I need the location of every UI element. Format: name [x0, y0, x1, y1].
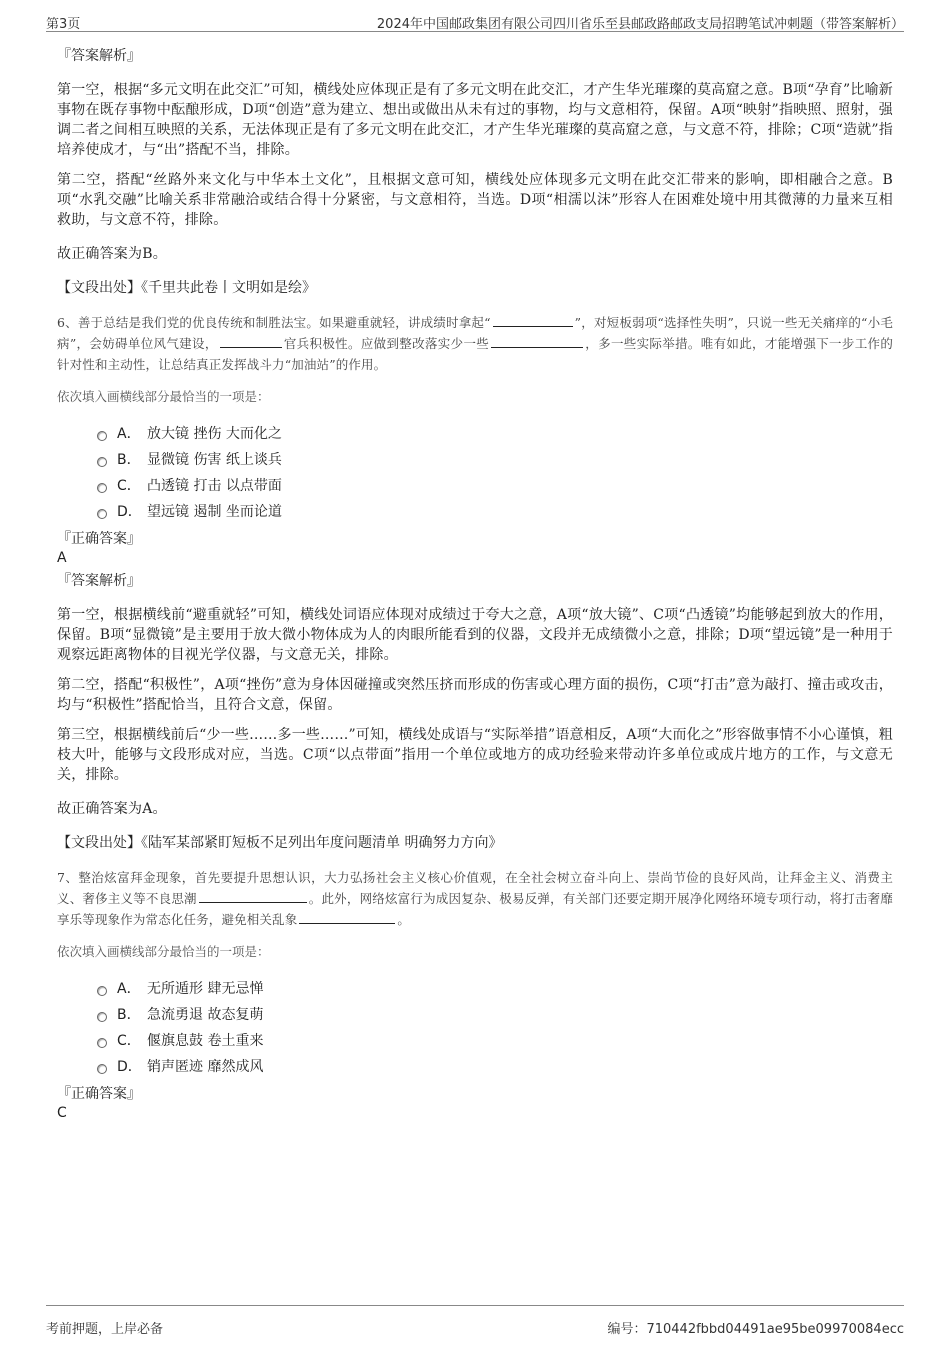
conclusion: 故正确答案为A。 — [57, 801, 167, 817]
option-letter: B． — [117, 1007, 141, 1023]
source-text: 《千里共此卷丨文明如是绘》 — [141, 280, 316, 296]
page-footer — [0, 1305, 950, 1345]
correct-answer: C — [57, 1105, 67, 1121]
analysis-label: 『答案解析』 — [57, 48, 141, 64]
option-text: 显微镜 伤害 纸上谈兵 — [147, 452, 282, 468]
footer-divider — [46, 1305, 904, 1306]
option-letter: D． — [117, 504, 142, 520]
option-text: 偃旗息鼓 卷土重来 — [147, 1033, 264, 1049]
fill-blank — [493, 314, 573, 327]
source-text: 《陆军某部紧盯短板不足列出年度问题清单 明确努力方向》 — [141, 835, 503, 851]
question-text-part: 7、整治炫富拜金现象，首先要提升思想认识，大力弘扬社会主义核心价值观，在全社会树立奋斗向上、崇尚节俭的良好风尚，让拜金主义、消费主义、奢侈主义等不良思潮 — [57, 870, 893, 906]
main-content — [57, 46, 893, 1122]
radio-icon[interactable] — [97, 986, 107, 996]
options-list — [57, 976, 893, 1080]
option-letter: A． — [117, 981, 141, 997]
conclusion: 故正确答案为B。 — [57, 246, 167, 262]
fill-blank — [199, 890, 307, 903]
footer-slogan: 考前押题，上岸必备 — [46, 1322, 164, 1337]
option-b[interactable] — [97, 1002, 893, 1028]
question-6-text — [57, 312, 893, 375]
option-d[interactable] — [97, 1054, 893, 1080]
option-text: 放大镜 挫伤 大而化之 — [147, 426, 282, 442]
analysis-paragraph: 第一空，根据横线前“避重就轻”可知，横线处词语应体现对成绩过于夸大之意，A项“放大镜”、C项“凸透镜”均能够起到放大的作用，保留。B项“显微镜”是主要用于放大微小物体成为人的肉眼所能看到的仪器，文段并无成绩微小之意，排除；D项“望远镜”是一种用于观察远距离物体的目视光学仪器，与文意无关，排除。 — [57, 607, 893, 663]
radio-icon[interactable] — [97, 1064, 107, 1074]
option-text: 销声匿迹 靡然成风 — [147, 1059, 264, 1075]
option-a[interactable] — [97, 976, 893, 1002]
question-text-part: 。 — [397, 912, 411, 927]
option-letter: B． — [117, 452, 141, 468]
page-number: 第3页 — [46, 17, 81, 32]
source-line — [57, 833, 893, 853]
fill-blank — [299, 911, 395, 924]
question-text-part: 。此外，网络炫富行为成因复杂、极易反弹，有关部门还要定期开展净化网络环境专项行动，将打击奢靡享乐等现象作为常态化任务，避免相关乱象 — [57, 891, 893, 927]
option-letter: A． — [117, 426, 141, 442]
options-list — [57, 421, 893, 525]
question-instruction: 依次填入画横线部分最恰当的一项是： — [57, 944, 270, 959]
fill-blank — [220, 335, 282, 348]
question-text-part: 6、善于总结是我们党的优良传统和制胜法宝。如果避重就轻，讲成绩时拿起“ — [57, 315, 491, 330]
radio-icon[interactable] — [97, 1012, 107, 1022]
source-line — [57, 278, 893, 298]
question-text-part: ”，对短板弱项“选择性失明”，只说一些无关痛痒的“小毛病”，会妨碍单位风气建设， — [57, 315, 893, 351]
option-text: 急流勇退 故态复萌 — [147, 1007, 264, 1023]
header-divider — [46, 31, 904, 32]
option-d[interactable] — [97, 499, 893, 525]
option-text: 无所遁形 肆无忌惮 — [147, 981, 264, 997]
question-7-text — [57, 867, 893, 930]
page-header — [0, 0, 950, 32]
option-text: 凸透镜 打击 以点带面 — [147, 478, 282, 494]
analysis-paragraph: 第二空，搭配“丝路外来文化与中华本土文化”，且根据文意可知，横线处应体现多元文明在此交汇带来的影响，即相融合之意。B项“水乳交融”比喻关系非常融洽或结合得十分紧密，与文意相符，当选。D项“相濡以沫”形容人在困难处境中用其微薄的力量来互相救助，与文意不符，排除。 — [57, 172, 893, 228]
analysis-paragraph: 第一空，根据“多元文明在此交汇”可知，横线处应体现正是有了多元文明在此交汇，才产生华光璀璨的莫高窟之意。B项“孕育”比喻新事物在既存事物中酝酿形成，D项“创造”意为建立、想出或做出从未有过的事物，均与文意相符，保留。A项“映射”指映照、照射，强调二者之间相互映照的关系，无法体现正是有了多元文明在此交汇，才产生华光璀璨的莫高窟之意，与文意不符，排除；C项“造就”指培养使成才，与“出”搭配不当，排除。 — [57, 82, 893, 158]
source-label: 【文段出处】 — [57, 280, 141, 296]
option-c[interactable] — [97, 473, 893, 499]
analysis-paragraph: 第三空，根据横线前后“少一些……多一些……”可知，横线处成语与“实际举措”语意相反，A项“大而化之”形容做事情不小心谨慎，粗枝大叶，能够与文段形成对应，当选。C项“以点带面”指用一个单位或地方的成功经验来带动许多单位或成片地方的工作，与文意无关，排除。 — [57, 727, 893, 783]
analysis-paragraph: 第二空，搭配“积极性”，A项“挫伤”意为身体因碰撞或突然压挤而形成的伤害或心理方面的损伤，C项“打击”意为敲打、撞击或攻击，均与“积极性”搭配恰当，且符合文意，保留。 — [57, 677, 893, 713]
option-letter: C． — [117, 478, 141, 494]
document-title: 2024年中国邮政集团有限公司四川省乐至县邮政路邮政支局招聘笔试冲刺题（带答案解析） — [376, 17, 904, 32]
correct-answer-label: 『正确答案』 — [57, 531, 141, 547]
fill-blank — [491, 335, 583, 348]
radio-icon[interactable] — [97, 1038, 107, 1048]
radio-icon[interactable] — [97, 509, 107, 519]
option-c[interactable] — [97, 1028, 893, 1054]
radio-icon[interactable] — [97, 483, 107, 493]
question-instruction: 依次填入画横线部分最恰当的一项是： — [57, 389, 270, 404]
option-b[interactable] — [97, 447, 893, 473]
analysis-label: 『答案解析』 — [57, 573, 141, 589]
document-id: 编号：710442fbbd04491ae95be09970084ecc — [607, 1322, 904, 1337]
question-text-part: 官兵积极性。应做到整改落实少一些 — [283, 336, 490, 351]
question-text-part: ，多一些实际举措。唯有如此，才能增强下一步工作的针对性和主动性，让总结真正发挥战斗力“加油站”的作用。 — [57, 336, 893, 372]
option-letter: D． — [117, 1059, 142, 1075]
radio-icon[interactable] — [97, 431, 107, 441]
correct-answer: A — [57, 550, 67, 566]
source-label: 【文段出处】 — [57, 835, 141, 851]
option-a[interactable] — [97, 421, 893, 447]
correct-answer-label: 『正确答案』 — [57, 1086, 141, 1102]
option-letter: C． — [117, 1033, 141, 1049]
radio-icon[interactable] — [97, 457, 107, 467]
option-text: 望远镜 遏制 坐而论道 — [147, 504, 282, 520]
